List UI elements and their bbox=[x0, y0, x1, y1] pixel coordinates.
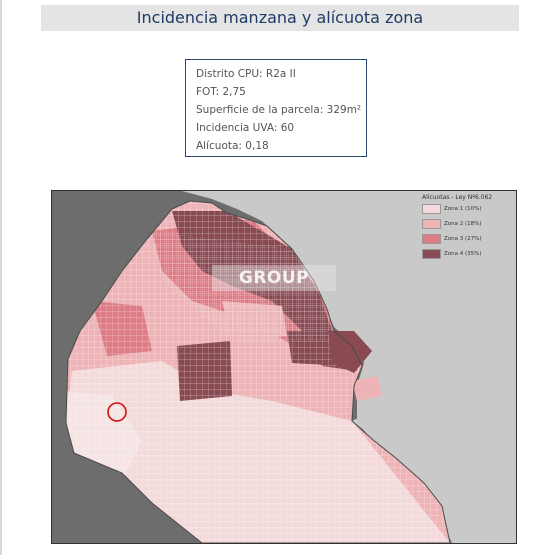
left-border-rule bbox=[0, 0, 2, 555]
legend-swatch-zona-2 bbox=[422, 219, 441, 229]
legend-label-zona-1: Zona 1 (10%) bbox=[444, 205, 482, 212]
info-alicuota: Alícuota: 0,18 bbox=[196, 140, 269, 152]
legend-swatch-zona-4 bbox=[422, 249, 441, 259]
legend-item-zona-4 bbox=[416, 246, 510, 261]
section-title: Incidencia manzana y alícuota zona bbox=[41, 5, 519, 31]
info-incidencia: Incidencia UVA: 60 bbox=[196, 122, 295, 134]
legend-item-zona-1 bbox=[416, 201, 510, 216]
info-distrito: Distrito CPU: R2a II bbox=[196, 68, 296, 80]
legend-label-zona-3: Zona 3 (27%) bbox=[444, 235, 482, 242]
legend-title: Alícuotas - Ley Nº6.062 bbox=[422, 194, 493, 201]
legend-swatch-zona-3 bbox=[422, 234, 441, 244]
info-superficie: Superficie de la parcela: 329m² bbox=[196, 104, 362, 116]
watermark-logo: GROUP bbox=[212, 265, 336, 291]
map-legend bbox=[416, 192, 510, 262]
info-fot: FOT: 2,75 bbox=[196, 86, 246, 98]
legend-item-zona-3 bbox=[416, 231, 510, 246]
legend-label-zona-2: Zona 2 (18%) bbox=[444, 220, 482, 227]
legend-label-zona-4: Zona 4 (35%) bbox=[444, 250, 482, 257]
parcel-info-box bbox=[185, 59, 367, 157]
legend-swatch-zona-1 bbox=[422, 204, 441, 214]
legend-item-zona-2 bbox=[416, 216, 510, 231]
